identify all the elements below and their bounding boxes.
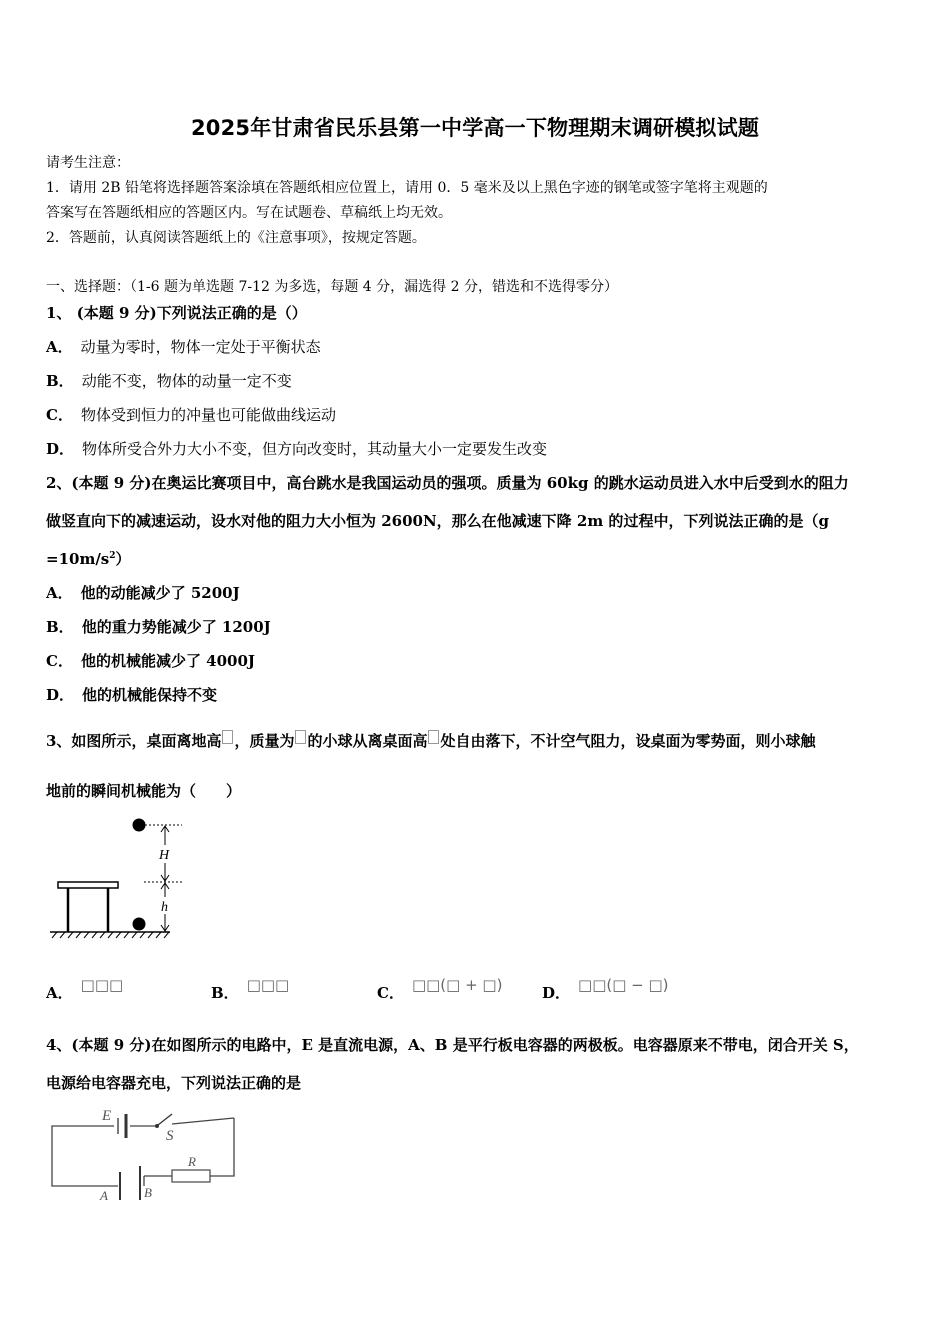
option-label: A． [46, 984, 73, 1002]
q3-line-2: 地前的瞬间机械能为（ ） [46, 782, 242, 800]
q2-gravity: =10m/s [46, 550, 110, 568]
label-R: R [188, 1154, 196, 1169]
option-label: B． [211, 984, 239, 1002]
label-B: B [144, 1185, 152, 1200]
option-label: D． [46, 440, 75, 458]
option-label: D． [46, 686, 75, 704]
q1-option-b[interactable] [46, 370, 292, 391]
option-text: 他的机械能保持不变 [82, 686, 218, 704]
q3-option-c[interactable] [377, 976, 503, 1003]
q2-gravity-exponent: 2 [109, 551, 116, 561]
q2-option-d[interactable] [46, 684, 217, 705]
battery-icon [118, 1114, 126, 1138]
section-heading: 一、选择题：（1-6 题为单选题 7-12 为多选，每题 4 分，漏选得 2 分，错选和不选得零分） [46, 279, 618, 295]
page-title: 2025年甘肃省民乐县第一中学高一下物理期末调研模拟试题 [190, 116, 760, 140]
q3-option-d[interactable] [542, 976, 669, 1003]
label-h: h [161, 900, 168, 915]
q4-line-1: 4、(本题 9 分)在如图所示的电路中，E 是直流电源，A、B 是平行板电容器的两极板。电容器原来不带电，闭合开关 S， [46, 1036, 859, 1054]
q1-option-a[interactable] [46, 336, 321, 357]
q3-option-a[interactable] [46, 976, 124, 1003]
label-S: S [166, 1128, 174, 1144]
q3-text-part4: 处自由落下，不计空气阻力，设桌面为零势面，则小球触 [440, 732, 816, 750]
q2-line-3 [46, 548, 131, 569]
table-shape [58, 882, 118, 932]
variable-placeholder-icon [222, 730, 233, 744]
label-A: A [100, 1188, 108, 1203]
q2-line-3-end: ） [115, 550, 131, 568]
option-formula: □□□ [246, 976, 290, 994]
notice-heading: 请考生注意： [46, 155, 130, 171]
circuit-figure [44, 1100, 244, 1210]
option-label: C． [46, 652, 73, 670]
option-formula: □□(□ + □) [411, 976, 503, 994]
option-text: 物体受到恒力的冲量也可能做曲线运动 [80, 406, 336, 424]
option-text: 物体所受合外力大小不变，但方向改变时，其动量大小一定要发生改变 [82, 440, 548, 458]
q1-option-d[interactable] [46, 438, 547, 459]
option-label: B． [46, 372, 74, 390]
q2-option-a[interactable] [46, 582, 240, 603]
option-formula: □□(□ − □) [578, 976, 669, 994]
notice-line-1a: 1．请用 2B 铅笔将选择题答案涂填在答题纸相应位置上，请用 0．5 毫米及以上黑色字迹的钢笔或签字笔将主观题的 [46, 180, 768, 196]
resistor-icon [172, 1170, 210, 1182]
option-label: A． [46, 338, 73, 356]
height-arrows [161, 826, 169, 931]
variable-placeholder-icon [428, 730, 439, 744]
ball-top-icon [133, 819, 146, 832]
switch-icon [155, 1114, 172, 1128]
q4-line-2: 电源给电容器充电，下列说法正确的是 [46, 1074, 302, 1092]
label-E: E [102, 1108, 112, 1124]
q2-line-2: 做竖直向下的减速运动，设水对他的阻力大小恒为 2600N，那么在他减速下降 2m 的过程中，下列说法正确的是（g [46, 512, 829, 530]
q2-option-c[interactable] [46, 650, 255, 671]
ball-bottom-icon [133, 918, 146, 931]
variable-placeholder-icon [295, 730, 306, 744]
option-label: C． [46, 406, 73, 424]
option-text: 他的重力势能减少了 1200J [81, 618, 271, 636]
table-ball-figure [44, 812, 184, 942]
option-label: C． [377, 984, 404, 1002]
notice-line-2: 2．答题前，认真阅读答题纸上的《注意事项》，按规定答题。 [46, 230, 426, 246]
option-text: 动量为零时，物体一定处于平衡状态 [80, 338, 321, 356]
option-text: 他的机械能减少了 4000J [80, 652, 256, 670]
q2-option-b[interactable] [46, 616, 271, 637]
option-text: 他的动能减少了 5200J [80, 584, 240, 602]
q3-option-b[interactable] [211, 976, 290, 1003]
q1-option-c[interactable] [46, 404, 336, 425]
q3-text-part2: ，质量为 [234, 732, 295, 750]
option-text: 动能不变，物体的动量一定不变 [81, 372, 292, 390]
q3-text-part1: 3、如图所示，桌面离地高 [46, 732, 222, 750]
option-label: B． [46, 618, 74, 636]
q2-line-1: 2、(本题 9 分)在奥运比赛项目中，高台跳水是我国运动员的强项。质量为 60kg 的跳水运动员进入水中后受到水的阻力 [46, 474, 849, 492]
q3-line-1 [46, 730, 816, 751]
notice-line-1b: 答案写在答题纸相应的答题区内。写在试题卷、草稿纸上均无效。 [46, 205, 452, 221]
option-label: D． [542, 984, 571, 1002]
q3-text-part3: 的小球从离桌面高 [307, 732, 428, 750]
ground-hatching [52, 932, 169, 938]
option-label: A． [46, 584, 73, 602]
q1-stem: 1、 (本题 9 分)下列说法正确的是（） [46, 304, 307, 322]
capacitor-icon [120, 1166, 140, 1200]
option-formula: □□□ [80, 976, 124, 994]
label-H: H [159, 848, 170, 863]
